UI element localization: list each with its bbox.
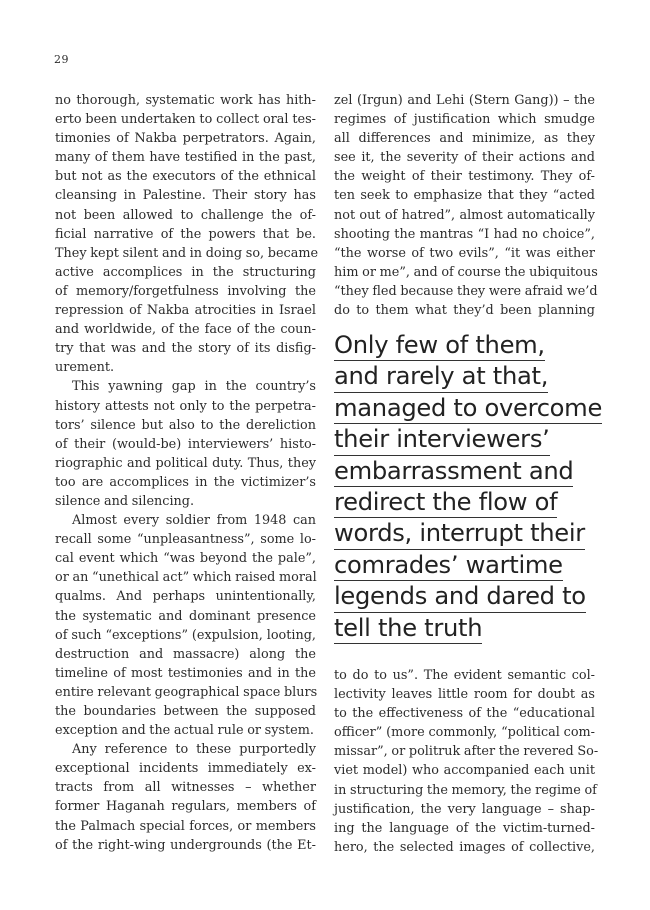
text-line: tracts from all witnesses – whether	[55, 780, 316, 796]
text-line: but not as the executors of the ethnical	[55, 169, 316, 185]
text-line: of their (would-be) interviewers’ histo-	[55, 436, 316, 452]
text-line: try that was and the story of its disfig-	[55, 341, 316, 357]
text-line: entire relevant geographical space blurs	[55, 684, 318, 700]
pull-quote-line: words, interrupt their	[334, 518, 585, 549]
text-line: former Haganah regulars, members of	[55, 799, 316, 815]
text-line: many of them have testified in the past,	[55, 150, 316, 166]
pull-quote-line: embarrassment and	[334, 456, 573, 487]
text-line: silence and silencing.	[55, 493, 195, 509]
text-line: cal event which “was beyond the pale”,	[55, 551, 316, 567]
text-line: timeline of most testimonies and in the	[55, 665, 316, 681]
text-line: Almost every soldier from 1948 can	[72, 513, 316, 529]
text-line: active accomplices in the structuring	[55, 264, 316, 280]
text-line: “the worse of two evils”, “it was either	[334, 245, 595, 261]
text-line: not been allowed to challenge the of-	[55, 207, 316, 223]
text-line: erto been undertaken to collect oral tes-	[55, 112, 316, 128]
right-text-column-top	[334, 91, 598, 320]
text-line: the weight of their testimony. They of-	[334, 169, 595, 185]
text-line: hero, the selected images of collective,	[334, 839, 595, 855]
page-number: 29	[54, 53, 69, 66]
text-line: destruction and massacre) along the	[55, 646, 316, 662]
right-text-column-bottom	[334, 666, 599, 857]
pull-quote-line: Only few of them,	[334, 330, 545, 361]
text-line: This yawning gap in the country’s	[72, 379, 316, 395]
text-line: ficial narrative of the powers that be.	[55, 226, 316, 242]
text-line: of the right-wing undergrounds (the Et-	[55, 837, 316, 853]
pull-quote-line: tell the truth	[334, 613, 482, 644]
text-line: do to them what they’d been planning	[334, 303, 595, 319]
text-line: tors’ silence but also to the dereliction	[55, 417, 316, 433]
pull-quote-line: their interviewers’	[334, 424, 550, 455]
text-line: in structuring the memory, the regime of	[334, 782, 597, 798]
text-line: shooting the mantras “I had no choice”,	[334, 226, 595, 242]
text-line: history attests not only to the perpetra-	[55, 398, 316, 414]
text-line: urement.	[55, 360, 115, 376]
left-text-column	[55, 91, 319, 855]
text-line: They kept silent and in doing so, became	[55, 245, 319, 261]
pull-quote	[334, 330, 603, 644]
pull-quote-line: comrades’ wartime	[334, 550, 563, 581]
text-line: viet model) who accompanied each unit	[334, 763, 595, 779]
text-line: officer” (more commonly, “political com-	[334, 725, 595, 741]
text-line: ten seek to emphasize that they “acted	[334, 188, 595, 204]
text-line: recall some “unpleasantness”, some lo-	[55, 532, 316, 548]
text-line: qualms. And perhaps unintentionally,	[55, 589, 316, 605]
text-line: too are accomplices in the victimizer’s	[55, 474, 316, 490]
text-line: see it, the severity of their actions and	[334, 150, 595, 166]
pull-quote-line: managed to overcome	[334, 393, 602, 424]
text-line: lectivity leaves little room for doubt as	[334, 687, 595, 703]
pull-quote-line: legends and dared to	[334, 581, 586, 612]
text-line: Any reference to these purportedly	[72, 742, 316, 758]
text-line: zel (Irgun) and Lehi (Stern Gang)) – the	[334, 93, 595, 108]
text-line: and worldwide, of the face of the coun-	[55, 322, 316, 338]
text-line: not out of hatred”, almost automatically	[334, 207, 595, 223]
text-line: regimes of justification which smudge	[334, 112, 595, 128]
text-line: to do to us”. The evident semantic col-	[334, 668, 595, 683]
text-line: of memory/forgetfulness involving the	[55, 283, 316, 299]
pull-quote-line: redirect the flow of	[334, 487, 557, 518]
text-line: exceptional incidents immediately ex-	[55, 761, 316, 777]
text-line: missar”, or politruk after the revered So-	[334, 744, 599, 760]
text-line: the boundaries between the supposed	[55, 704, 316, 719]
text-line: or an “unethical act” which raised moral	[55, 570, 317, 586]
text-line: of such “exceptions” (expulsion, looting,	[55, 627, 316, 643]
text-line: to the effectiveness of the “educational	[334, 706, 595, 722]
text-line: no thorough, systematic work has hith-	[55, 93, 316, 108]
text-line: the Palmach special forces, or members	[55, 818, 316, 834]
text-line: timonies of Nakba perpetrators. Again,	[55, 131, 316, 147]
text-line: him or me”, and of course the ubiquitous	[334, 264, 598, 280]
text-line: repression of Nakba atrocities in Israel	[55, 303, 316, 319]
pull-quote-line: and rarely at that,	[334, 361, 548, 392]
text-line: exception and the actual rule or system.	[55, 723, 314, 739]
text-line: riographic and political duty. Thus, they	[55, 455, 316, 471]
text-line: the systematic and dominant presence	[55, 608, 316, 624]
text-line: justification, the very language – shap-	[334, 801, 595, 817]
text-line: all differences and minimize, as they	[334, 131, 595, 147]
text-line: ing the language of the victim-turned-	[334, 820, 595, 836]
text-line: cleansing in Palestine. Their story has	[55, 188, 316, 204]
text-line: “they fled because they were afraid we’d	[334, 283, 598, 299]
